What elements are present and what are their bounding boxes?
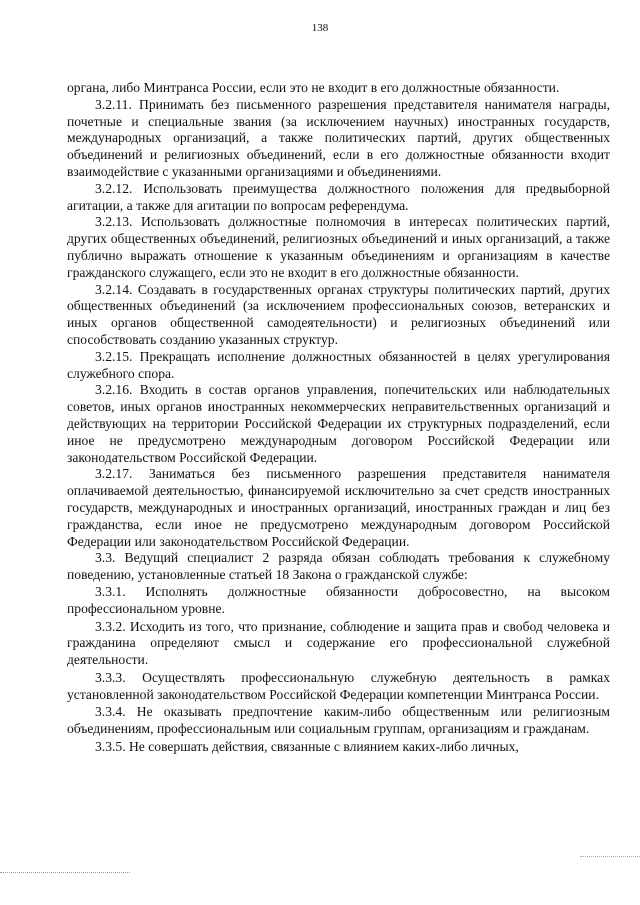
paragraph-continuation: органа, либо Минтранса России, если это не входит в его должностные обязанности.: [67, 80, 560, 95]
document-body: [67, 80, 610, 756]
paragraph-3-3-4: 3.3.4. Не оказывать предпочтение каким-либо общественным или религиозным объединениям, профессиональным или социальным группам, организациям и гражданам.: [67, 704, 610, 737]
paragraph-3-3-3: 3.3.3. Осуществлять профессиональную служебную деятельность в рамках установленной законодательством Российской Федерации компетенции Минтранса России.: [67, 669, 610, 702]
paragraph-3-3-5: 3.3.5. Не совершать действия, связанные с влиянием каких-либо личных,: [95, 739, 519, 755]
paragraph-3-2-11: 3.2.11. Принимать без письменного разрешения представителя нанимателя награды, почетные и специальные звания (за исключением научных) иностранных государств, международных организаций, а также политических партий, других общественных объединений и религиозных объединений, если в его должностные обязанности входит взаимодействие с указанными организациями и объединениями.: [67, 96, 610, 179]
paragraph-3-2-17: 3.2.17. Заниматься без письменного разрешения представителя нанимателя оплачиваемой деятельностью, финансируемой исключительно за счет средств иностранных государств, международных и иностранных организаций, иностранных граждан и лиц без гражданства, если иное не предусмотрено международным договором Российской Федерации или законодательством Российской Федерации.: [67, 466, 610, 549]
paragraph-3-2-16: 3.2.16. Входить в состав органов управления, попечительских или наблюдательных советов, иных органов иностранных некоммерческих неправительственных организаций и действующих на территории Российской Федерации их структурных подразделений, если иное не предусмотрено международным договором Российской Федерации или законодательством Российской Федерации.: [67, 382, 610, 465]
scan-artifact-line-right: [580, 856, 640, 857]
paragraph-3-3-2: 3.3.2. Исходить из того, что признание, соблюдение и защита прав и свобод человека и гражданина определяют смысл и содержание его профессиональной служебной деятельности.: [67, 618, 610, 668]
paragraph-3-2-12: 3.2.12. Использовать преимущества должностного положения для предвыборной агитации, а также для агитации по вопросам референдума.: [67, 180, 610, 213]
paragraph-3-3-1: 3.3.1. Исполнять должностные обязанности добросовестно, на высоком профессиональном уровне.: [67, 583, 610, 616]
paragraph-3-2-14: 3.2.14. Создавать в государственных органах структуры политических партий, других общественных объединений (за исключением профессиональных союзов, ветеранских и иных органов общественной самодеятельности) и религиозных объединений или способствовать созданию указанных структур.: [67, 281, 610, 347]
paragraph-3-2-13: 3.2.13. Использовать должностные полномочия в интересах политических партий, других общественных объединений, религиозных объединений и иных организаций, а также публично выражать отношение к указанным объединениям и организациям в качестве гражданского служащего, если это не входит в его должностные обязанности.: [67, 214, 610, 280]
paragraph-3-3: 3.3. Ведущий специалист 2 разряда обязан соблюдать требования к служебному поведению, установленные статьей 18 Закона о гражданской службе:: [67, 550, 610, 583]
paragraph-3-2-15: 3.2.15. Прекращать исполнение должностных обязанностей в целях урегулирования служебного спора.: [67, 348, 610, 381]
scan-artifact-line: [0, 872, 130, 873]
page-number: 138: [311, 22, 329, 34]
